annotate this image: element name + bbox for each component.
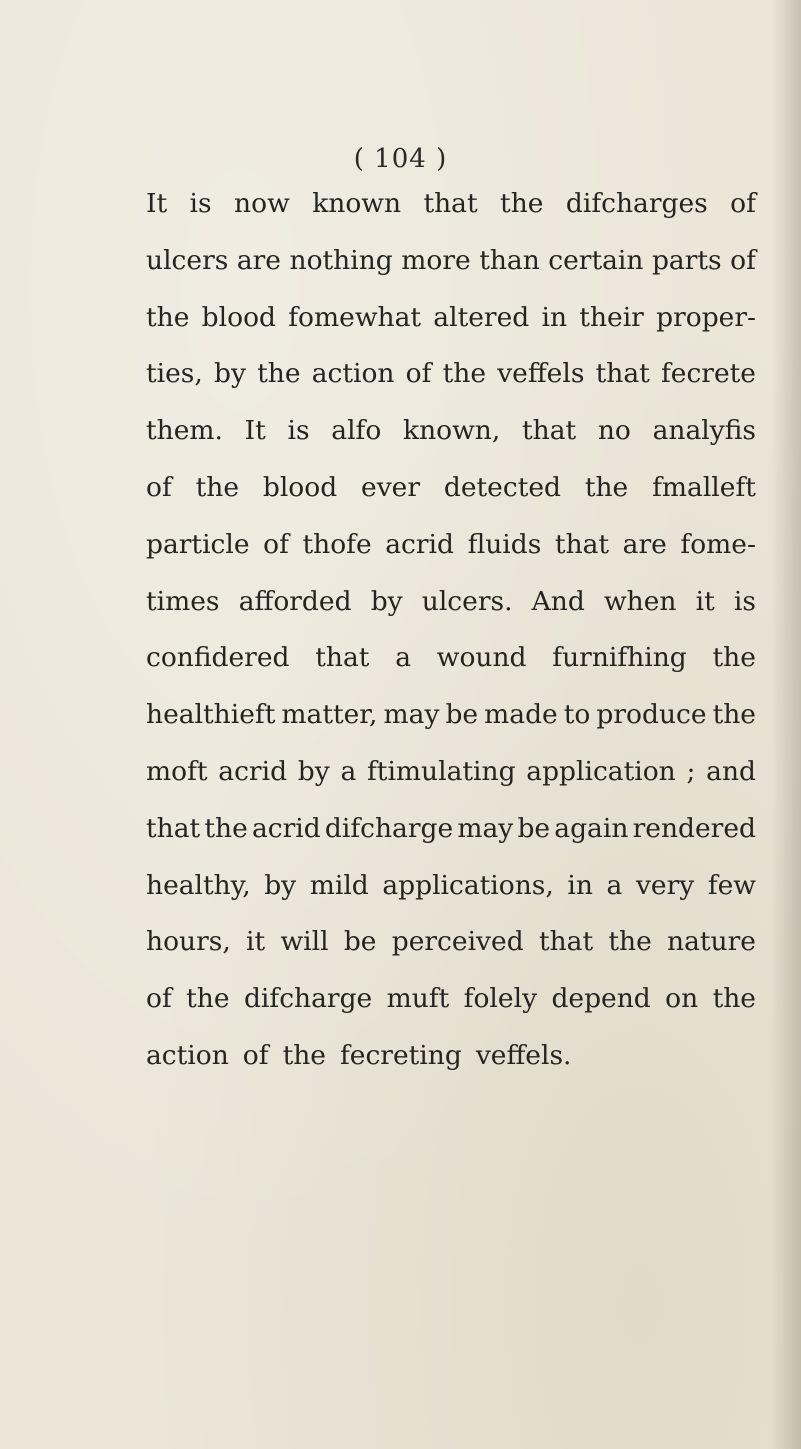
word: the	[146, 301, 190, 333]
word: rendered	[632, 812, 756, 844]
word: fomewhat	[288, 301, 422, 333]
word: healthieft	[146, 699, 276, 731]
word: the	[712, 983, 756, 1015]
word: their	[579, 301, 644, 333]
text-line	[146, 687, 756, 744]
word: are	[622, 528, 667, 560]
text-line	[146, 630, 756, 687]
word: of	[146, 983, 172, 1015]
word: nature	[667, 926, 756, 958]
text-line	[146, 233, 756, 290]
word: the	[442, 358, 487, 390]
word: perceived	[391, 926, 524, 958]
word: proper-	[656, 301, 756, 333]
word: action	[146, 1039, 229, 1071]
word: to	[563, 699, 591, 731]
word: nothing	[289, 244, 393, 276]
word: difcharge	[324, 812, 454, 844]
word: it	[695, 585, 715, 617]
word: in	[541, 301, 568, 333]
word: fecrete	[660, 358, 756, 390]
word: them.	[146, 415, 223, 447]
word: the	[712, 699, 756, 731]
word: known	[312, 188, 402, 219]
word: by	[297, 755, 330, 787]
word: by	[214, 358, 246, 390]
word: of	[730, 188, 756, 219]
word: it	[246, 926, 266, 958]
word: thofe	[302, 528, 372, 560]
word: that	[315, 642, 370, 674]
word: will	[280, 926, 329, 958]
word: than	[479, 244, 540, 276]
word: parts	[651, 244, 722, 276]
word: ever	[361, 471, 421, 503]
text-line	[146, 1028, 756, 1085]
word: fome-	[680, 528, 756, 560]
text-line	[146, 290, 756, 347]
word: mild	[309, 869, 369, 901]
word: depend	[551, 983, 651, 1015]
word: application	[526, 755, 676, 787]
word: in	[567, 869, 593, 901]
word: altered	[433, 301, 530, 333]
word: applications,	[382, 869, 554, 901]
word: ulcers.	[421, 585, 513, 617]
body-text	[146, 176, 756, 1085]
word: folely	[463, 983, 538, 1015]
word: are	[236, 244, 281, 276]
word: on	[665, 983, 699, 1015]
word: produce	[596, 699, 707, 731]
word: moft	[146, 755, 208, 787]
page-number: ( 104 )	[353, 144, 448, 174]
text-line	[146, 858, 756, 915]
text-line	[146, 744, 756, 801]
word: a	[395, 642, 412, 674]
page-edge-shadow	[771, 0, 801, 1449]
word: furnifhing	[552, 642, 687, 674]
word: difcharges	[565, 188, 708, 219]
word: certain	[548, 244, 644, 276]
word: that	[521, 415, 577, 447]
word: blood	[262, 471, 338, 503]
word: that	[554, 528, 610, 560]
word: of	[263, 528, 289, 560]
word: It	[146, 188, 168, 219]
word: acrid	[251, 812, 321, 844]
text-line	[146, 971, 756, 1028]
word: the	[608, 926, 652, 958]
word: and	[706, 755, 756, 787]
word: made	[484, 699, 558, 731]
text-line	[146, 517, 756, 574]
word: blood	[201, 301, 276, 333]
text-line	[146, 801, 756, 858]
word: be	[517, 812, 551, 844]
word: of	[242, 1039, 269, 1071]
word: veffels.	[475, 1039, 572, 1071]
text-line	[146, 460, 756, 517]
word: a	[340, 755, 357, 787]
word: of	[146, 471, 172, 503]
word: ties,	[146, 358, 203, 390]
word: afforded	[238, 585, 352, 617]
word: the	[204, 812, 248, 844]
word: alfo	[331, 415, 382, 447]
word: acrid	[385, 528, 454, 560]
word: particle	[146, 528, 250, 560]
word: of	[730, 244, 756, 276]
word: is	[189, 188, 212, 219]
word: veffels	[497, 358, 585, 390]
text-line	[146, 403, 756, 460]
word: And	[531, 585, 585, 617]
word: the	[712, 642, 756, 674]
word: again	[554, 812, 629, 844]
word: when	[603, 585, 677, 617]
word: by	[370, 585, 403, 617]
word: acrid	[218, 755, 288, 787]
word: fecreting	[339, 1039, 462, 1071]
word: that	[423, 188, 478, 219]
word: very	[635, 869, 695, 901]
word: that	[538, 926, 594, 958]
word: of	[405, 358, 432, 390]
word: known,	[403, 415, 501, 447]
word: the	[257, 358, 301, 390]
word: hours,	[146, 926, 231, 958]
word: difcharge	[243, 983, 373, 1015]
word: the	[500, 188, 544, 219]
word: action	[311, 358, 395, 390]
word: now	[234, 188, 290, 219]
word: is	[733, 585, 756, 617]
word: ulcers	[146, 244, 229, 276]
word: analyfis	[652, 415, 756, 447]
word: may	[383, 699, 440, 731]
word: ftimulating	[366, 755, 516, 787]
text-line	[146, 914, 756, 971]
word: muft	[386, 983, 450, 1015]
text-line	[146, 574, 756, 631]
word: detected	[443, 471, 561, 503]
word: the	[584, 471, 629, 503]
word: ;	[686, 755, 696, 787]
word: a	[606, 869, 623, 901]
word: no	[597, 415, 631, 447]
text-line	[146, 346, 756, 403]
word: that	[146, 812, 201, 844]
word: by	[264, 869, 297, 901]
word: wound	[436, 642, 527, 674]
word: fluids	[467, 528, 542, 560]
word: healthy,	[146, 869, 251, 901]
word: matter,	[281, 699, 378, 731]
word: times	[146, 585, 220, 617]
word: It	[244, 415, 266, 447]
word: more	[401, 244, 471, 276]
word: confidered	[146, 642, 290, 674]
word: be	[445, 699, 479, 731]
text-line	[146, 176, 756, 233]
word: may	[457, 812, 514, 844]
word: the	[195, 471, 240, 503]
word: be	[343, 926, 377, 958]
word: the	[282, 1039, 326, 1071]
word: that	[595, 358, 650, 390]
word: few	[707, 869, 756, 901]
word: the	[186, 983, 230, 1015]
word: fmalleft	[652, 471, 756, 503]
word: is	[287, 415, 310, 447]
